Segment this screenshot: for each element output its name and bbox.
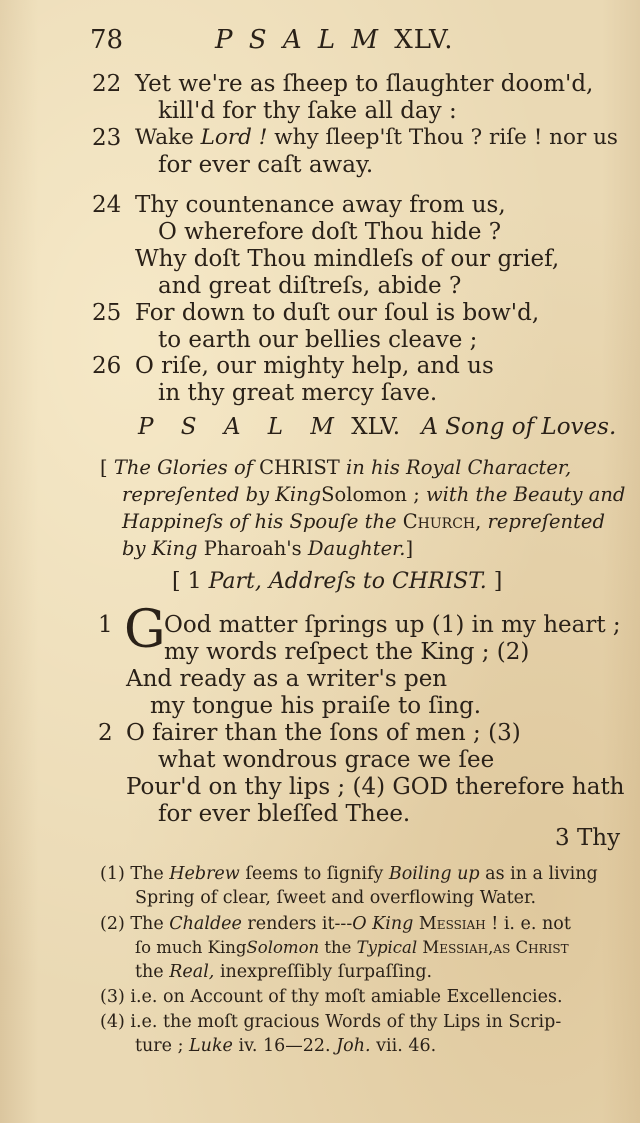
footnote-1-line: Spring of clear, ſweet and overflowing Water. xyxy=(135,888,537,908)
argument-line: [ The Glories of CHRIST in his Royal Character, xyxy=(100,456,572,479)
verse-line: kill'd for thy ſake all day : xyxy=(158,98,457,124)
verse-line: what wondrous grace we ſee xyxy=(158,747,495,773)
verse-number: 26 xyxy=(92,353,122,379)
verse-line: Why doſt Thou mindleſs of our grief, xyxy=(135,246,560,272)
verse-number: 22 xyxy=(92,71,122,97)
footnote-4: (4) i.e. the moſt gracious Words of thy Lips in Scrip- xyxy=(100,1012,562,1032)
psalm-title xyxy=(138,412,616,442)
verse-line: my tongue his praiſe to ſing. xyxy=(150,693,482,719)
footnote-1: (1) The Hebrew ſeems to ſignify Boiling up as in a living xyxy=(100,864,598,884)
verse-line: Yet we're as ſheep to ſlaughter doom'd, xyxy=(135,71,594,97)
verse-line: and great diſtreſs, abide ? xyxy=(158,273,462,299)
verse-line: my words reſpect the King ; (2) xyxy=(164,639,530,665)
verse-number: 23 xyxy=(92,125,122,151)
verse-line: Thy countenance away from us, xyxy=(135,192,506,218)
footnote-3: (3) i.e. on Account of thy moſt amiable Excellencies. xyxy=(100,987,563,1007)
verse-line: in thy great mercy ſave. xyxy=(158,380,438,406)
verse-number: 1 xyxy=(98,612,113,638)
psalm-subtitle: A Song of Loves. xyxy=(421,414,617,440)
footnote-2: (2) The Chaldee renders it---O King Messiah ! i. e. not xyxy=(100,914,571,934)
verse-line: for ever bleſſed Thee. xyxy=(158,801,411,827)
running-title xyxy=(215,24,453,56)
argument-line: repreſented by KingSolomon ; with the Beauty and xyxy=(122,483,626,506)
verse-line: O fairer than the ſons of men ; (3) xyxy=(126,720,521,746)
footnote-4-line: ture ; Luke iv. 16—22. Joh. vii. 46. xyxy=(135,1036,437,1056)
verse-number: 2 xyxy=(98,720,113,746)
verse-line: Wake Lord ! why ſleep'ſt Thou ? riſe ! nor us xyxy=(135,125,618,150)
footnote-2-line: ſo much KingSolomon the Typical Messiah,as Christ xyxy=(135,938,569,957)
argument-line: by King Pharoah's Daughter.] xyxy=(122,537,414,560)
verse-line: And ready as a writer's pen xyxy=(126,666,448,692)
psalm-title-numeral: XLV. xyxy=(351,414,401,440)
footnote-2-line: the Real, inexpreſſibly ſurpaſſing. xyxy=(135,962,433,982)
argument-line: Happineſs of his Spouſe the Church, repreſented xyxy=(122,510,605,533)
verse-line: for ever caſt away. xyxy=(158,152,374,178)
running-title-numeral: XLV. xyxy=(394,25,454,55)
verse-line: O riſe, our mighty help, and us xyxy=(135,353,494,379)
verse-number: 25 xyxy=(92,300,122,326)
page-number: 78 xyxy=(90,25,124,55)
running-title-word: P S A L M xyxy=(215,25,383,55)
verse-line: to earth our bellies cleave ; xyxy=(158,327,478,353)
verse-line: Pour'd on thy lips ; (4) GOD therefore hath xyxy=(126,774,625,800)
psalm-title-word: P S A L M xyxy=(138,414,344,440)
drop-cap: G xyxy=(124,600,166,660)
part-heading: [ 1 Part, Addreſs to CHRIST. ] xyxy=(172,569,503,594)
verse-line: O wherefore doſt Thou hide ? xyxy=(158,219,502,245)
verse-number: 24 xyxy=(92,192,122,218)
verse-line: Ood matter ſprings up (1) in my heart ; xyxy=(164,612,621,638)
catchword: 3 Thy xyxy=(555,825,621,851)
verse-line: For down to duſt our ſoul is bow'd, xyxy=(135,300,540,326)
